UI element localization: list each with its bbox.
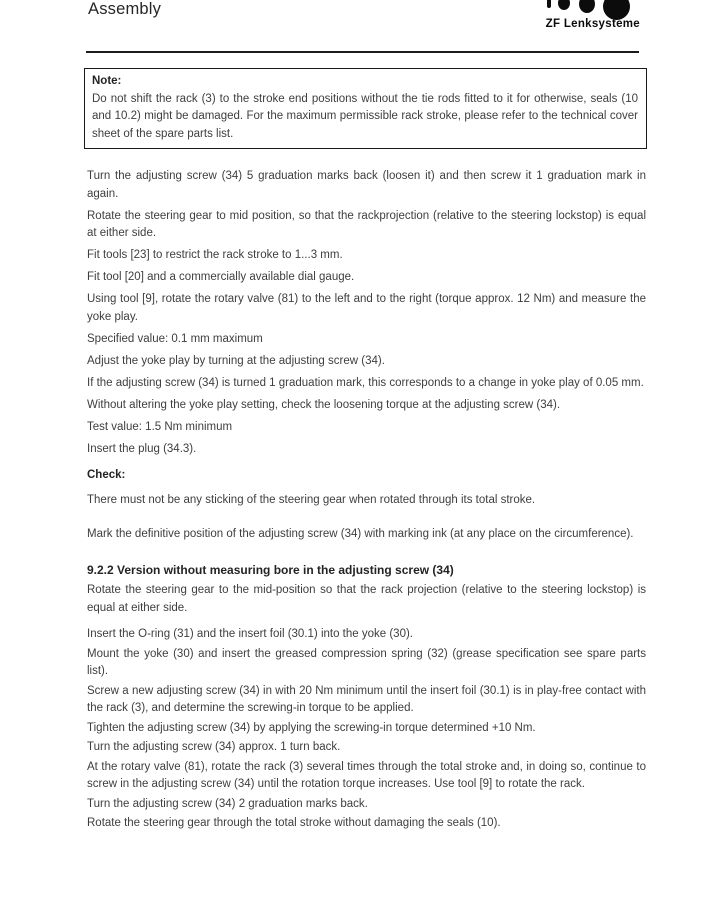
paragraph: Using tool [9], rotate the rotary valve (81) to the left and to the right (torque approx. 12 Nm) and measure the yoke play.	[87, 293, 646, 323]
paragraph: Mark the definitive position of the adjusting screw (34) with marking ink (at any place on the circumference).	[87, 528, 634, 540]
paragraph: There must not be any sticking of the steering gear when rotated through its total stroke.	[87, 493, 536, 506]
paragraph: Rotate the steering gear through the total stroke without damaging the seals (10).	[87, 817, 501, 829]
section-heading: 9.2.2 Version without measuring bore in the adjusting screw (34)	[87, 562, 454, 577]
paragraph: Turn the adjusting screw (34) approx. 1 turn back.	[87, 741, 341, 753]
note-body: Do not shift the rack (3) to the stroke end positions without the tie rods fitted to it for otherwise, seals (10 and 10.2) might be damaged. For the maximum permissible rack stroke, please refer to the technical cover sheet of the spare parts list.	[92, 92, 638, 140]
paragraph: Mount the yoke (30) and insert the greased compression spring (32) (grease specification see spare parts list).	[87, 647, 646, 677]
paragraph: Rotate the steering gear to mid position, so that the rackprojection (relative to the steering lockstop) is equal at either side.	[87, 209, 646, 239]
logo-wordmark: ZF Lenksysteme	[545, 18, 640, 30]
zf-lenksysteme-logo	[534, 0, 640, 34]
note-box	[84, 68, 647, 149]
paragraph: Insert the plug (34.3).	[87, 442, 197, 455]
paragraph: Insert the O-ring (31) and the insert foil (30.1) into the yoke (30).	[87, 628, 413, 640]
header-divider	[86, 51, 639, 53]
paragraph: If the adjusting screw (34) is turned 1 graduation mark, this corresponds to a change in yoke play of 0.05 mm.	[87, 376, 644, 389]
paragraph: Adjust the yoke play by turning at the adjusting screw (34).	[87, 354, 385, 367]
logo-dot-icon	[603, 0, 630, 20]
paragraph: Test value: 1.5 Nm minimum	[87, 420, 233, 433]
paragraph: Tighten the adjusting screw (34) by applying the screwing-in torque determined +10 Nm.	[87, 721, 536, 734]
page-title: Assembly	[88, 0, 162, 18]
paragraph: Fit tools [23] to restrict the rack stroke to 1...3 mm.	[87, 249, 343, 261]
logo-dot-icon	[579, 0, 595, 13]
document-body	[87, 168, 646, 835]
paragraph: At the rotary valve (81), rotate the rack (3) several times through the total stroke and, in doing so, continue to screw in the adjusting screw (34) until the rotation torque increases. Use tool [9] to rotate the rack.	[87, 760, 646, 790]
note-label: Note:	[92, 75, 122, 87]
paragraph: Screw a new adjusting screw (34) in with 20 Nm minimum until the insert foil (30.1) is in play-free contact with the rack (3), and determine the screwing-in torque to be applied.	[87, 684, 646, 714]
logo-dot-icon	[547, 0, 551, 8]
paragraph: Specified value: 0.1 mm maximum	[87, 332, 263, 345]
paragraph: Turn the adjusting screw (34) 5 graduation marks back (loosen it) and then screw it 1 graduation mark in again.	[87, 170, 646, 200]
logo-dot-icon	[558, 0, 570, 10]
paragraph: Fit tool [20] and a commercially available dial gauge.	[87, 271, 355, 283]
paragraph: Turn the adjusting screw (34) 2 graduation marks back.	[87, 797, 368, 810]
paragraph: Rotate the steering gear to the mid-position so that the rack projection (relative to the steering lockstop) is equal at either side.	[87, 584, 646, 614]
paragraph: Without altering the yoke play setting, check the loosening torque at the adjusting screw (34).	[87, 398, 561, 411]
label-heading: Check:	[87, 469, 126, 481]
